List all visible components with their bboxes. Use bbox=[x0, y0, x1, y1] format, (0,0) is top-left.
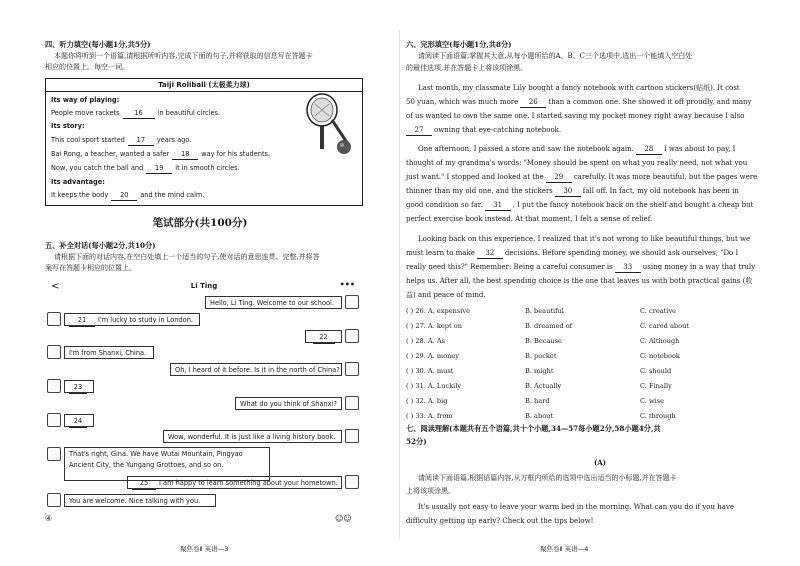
message-left-4: I'm from Shanxi, China. bbox=[64, 346, 154, 359]
avatar-li-ting-icon bbox=[345, 362, 359, 376]
option-q31-c: C. Finally bbox=[640, 382, 672, 390]
option-q28-a: ( ) 28. A. As bbox=[406, 337, 446, 345]
option-q28-c: C. Although bbox=[640, 337, 680, 345]
option-q29-b: B. pocket bbox=[525, 352, 557, 360]
advantage-line bbox=[51, 191, 204, 201]
corner-mark-left: ④ bbox=[45, 514, 53, 523]
message-right-5: Oh, I heard of it before. Is it in the north of China? bbox=[170, 363, 342, 376]
option-q33-c: C. through bbox=[640, 412, 676, 420]
reading-section-title-1: 七、阅读理解(本题共有五个语篇,共十个小题,34—57每小题2分,58小题4分,共 bbox=[406, 424, 661, 433]
p1-seg: 50 yuan, which was much more bbox=[406, 98, 519, 106]
cloze-p1-line-2 bbox=[406, 98, 751, 108]
cloze-p3-line-2 bbox=[406, 249, 738, 259]
way-pre: People move rackets bbox=[51, 109, 120, 117]
p3-seg: decisions. Before spending money, we should ask ourselves, "Do I bbox=[504, 249, 739, 257]
avatar-gina-icon bbox=[47, 312, 61, 326]
blank-21: 21 bbox=[69, 314, 95, 327]
chat-header bbox=[45, 282, 363, 294]
blank-17: 17 bbox=[128, 136, 154, 146]
p3-seg: using money in a way that truly bbox=[642, 263, 756, 271]
p2-seg: , I put the fancy notebook back on the shelf and bought a cheap but bbox=[512, 201, 754, 209]
message-left-2-text: I'm lucky to study in London. bbox=[98, 316, 193, 324]
p2-seg: just want." I stopped and looked at the bbox=[406, 173, 544, 181]
page-footer-right: 聚焦卷Ⅱ 英语—4 bbox=[540, 545, 589, 553]
option-q32-c: C. wise bbox=[640, 397, 665, 405]
message-right-9: Wow, wonderful. It is just like a living history book. bbox=[163, 430, 342, 443]
message-right-1: Hello, Li Ting. Welcome to our school. bbox=[205, 296, 342, 309]
message-right-11-text: I am happy to learn something about your hometown. bbox=[159, 479, 338, 487]
advantage-label: Its advantage: bbox=[51, 178, 105, 186]
cloze-p2-line-5 bbox=[406, 201, 753, 211]
gap-27: 27 bbox=[406, 126, 432, 136]
avatar-gina-icon bbox=[47, 447, 61, 461]
listening-instruction-1: 本题你将听到一个语篇,请根据所听内容,完成下面的句子,并将获取的信息写在答题卡 bbox=[54, 52, 313, 60]
reading-part-a: (A) bbox=[593, 458, 607, 467]
cloze-p2-line-3 bbox=[406, 173, 757, 183]
option-q26-a: ( ) 26. A. expensive bbox=[406, 307, 470, 315]
avatar-gina-icon bbox=[47, 413, 61, 427]
reading-paragraph-1: It's usually not easy to leave your warm bed in the morning. What can you do if you have bbox=[418, 503, 735, 511]
p2-seg: carefully. It was more beautiful, but the pages were bbox=[573, 173, 758, 181]
p3-seg: must learn to make bbox=[406, 249, 475, 257]
option-q30-b: B. might bbox=[525, 367, 554, 375]
story-line-1 bbox=[51, 136, 191, 146]
cloze-p2-line-6: perfect exercise book instead. At that moment, I felt a sense of relief. bbox=[406, 215, 653, 223]
corner-mark-right: ☺☺ bbox=[335, 514, 352, 523]
option-q27-c: C. cared about bbox=[640, 322, 690, 330]
cloze-p3-line-3 bbox=[406, 263, 755, 273]
message-right-11 bbox=[127, 476, 342, 489]
option-q29-a: ( ) 29. A. money bbox=[406, 352, 459, 360]
blank-23: 23 bbox=[69, 381, 87, 394]
gap-31: 31 bbox=[485, 201, 511, 211]
p2-seg: One afternoon, I passed a store and saw the notebook again. bbox=[418, 145, 634, 153]
option-q26-b: B. beautiful bbox=[525, 307, 564, 315]
way-label: Its way of playing: bbox=[51, 96, 120, 104]
avatar-gina-icon bbox=[47, 493, 61, 507]
story1-post: years ago. bbox=[156, 136, 192, 144]
story3-post: it in smooth circles. bbox=[175, 164, 240, 172]
dialog-instruction-1: 请根据下面的对话内容,在空白处填上一个适当的句子,使对话的意思连贯、完整,并将答 bbox=[54, 253, 320, 261]
adv-pre: It keeps the body bbox=[51, 191, 109, 199]
cloze-instruction-2: 的最佳选项,并在答题卡上将该项涂黑。 bbox=[406, 64, 528, 72]
message-right-8: What do you think of Shanxi? bbox=[235, 397, 342, 410]
blank-20: 20 bbox=[111, 191, 137, 201]
back-arrow-icon[interactable]: < bbox=[51, 281, 60, 292]
written-part-title: 笔试部分(共100分) bbox=[152, 217, 248, 229]
cloze-p1-line-4 bbox=[406, 126, 561, 136]
page-footer-left: 聚焦卷Ⅱ 英语—3 bbox=[180, 545, 229, 553]
option-q27-a: ( ) 27. A. kept on bbox=[406, 322, 462, 330]
reading-paragraph-2: difficulty getting up early? Check out the tips below! bbox=[406, 517, 594, 525]
story-line-2 bbox=[51, 150, 270, 160]
option-q32-b: B. hard bbox=[525, 397, 550, 405]
reading-section-title-2: 52分) bbox=[406, 437, 427, 446]
gap-26: 26 bbox=[520, 98, 546, 108]
option-q29-c: C. notebook bbox=[640, 352, 680, 360]
story-label: Its story: bbox=[51, 122, 85, 130]
story2-pre: Bai Rong, a teacher, wanted a safer bbox=[51, 150, 170, 158]
p3-seg: really need this?" Remember: Being a careful consumer is bbox=[406, 263, 613, 271]
cloze-p3-line-5: 益) and peace of mind. bbox=[406, 291, 486, 299]
option-q31-b: B. Actually bbox=[525, 382, 562, 390]
cloze-section-title: 六、完形填空(每小题1分,共8分) bbox=[406, 40, 512, 49]
option-q30-c: C. should bbox=[640, 367, 672, 375]
option-q33-b: B. about bbox=[525, 412, 554, 420]
gap-33: 33 bbox=[615, 263, 641, 273]
avatar-li-ting-icon bbox=[345, 429, 359, 443]
cloze-instruction-1: 请阅读下面语篇,掌握其大意,从每小题所给的A、B、C三个选项中,选出一个能填入空白处 bbox=[418, 52, 693, 60]
option-q33-a: ( ) 33. A. from bbox=[406, 412, 453, 420]
gap-32: 32 bbox=[477, 249, 503, 259]
avatar-li-ting-icon bbox=[345, 329, 359, 343]
option-q28-b: B. Because bbox=[525, 337, 562, 345]
cloze-p2-line-4 bbox=[406, 187, 739, 197]
p2-seg: good condition so far. bbox=[406, 201, 483, 209]
p2-seg: fall off. In fact, my old notebook has been in bbox=[582, 187, 739, 195]
message-left-10: That's right, Gina. We have Wutai Mountain, Pingyao Ancient City, the Yungang Grottoes, and so on. bbox=[64, 447, 270, 481]
listening-section-title: 四、听力填空(每小题1分,共5分) bbox=[45, 40, 151, 49]
taiji-racket-ball-icon bbox=[300, 92, 355, 162]
chat-contact-name: Li Ting bbox=[190, 282, 218, 290]
option-q26-c: C. creative bbox=[640, 307, 677, 315]
avatar-li-ting-icon bbox=[345, 295, 359, 309]
option-q30-a: ( ) 30. A. must bbox=[406, 367, 454, 375]
option-q31-a: ( ) 31. A. Luckily bbox=[406, 382, 462, 390]
avatar-gina-icon bbox=[47, 345, 61, 359]
message-right-3 bbox=[305, 330, 342, 343]
gap-28: 28 bbox=[636, 145, 662, 155]
blank-25: 25 bbox=[132, 477, 156, 490]
avatar-li-ting-icon bbox=[345, 396, 359, 410]
story1-pre: This cool sport started bbox=[51, 136, 125, 144]
p1-seg: than a common one. She showed it off proudly, and many bbox=[548, 98, 752, 106]
reading-instruction-1: 请阅读下面语篇,根据语篇内容,从方框内所给的选项中选出适当的小标题,并在答题卡 bbox=[418, 474, 677, 482]
story2-post: way for his students. bbox=[201, 150, 271, 158]
way-line bbox=[51, 109, 220, 119]
cloze-p3-line-4: helps us. After all, the best spending choice is the one that leaves us with both practical gains (收 bbox=[406, 277, 753, 285]
p1-seg: owning that eye-catching notebook. bbox=[434, 126, 562, 134]
message-left-2 bbox=[64, 313, 200, 326]
adv-post: and the mind calm. bbox=[140, 191, 205, 199]
blank-18: 18 bbox=[172, 150, 198, 160]
blank-24: 24 bbox=[69, 415, 87, 428]
cloze-p3-line-1: Looking back on this experience, I realized that it's not wrong to like beautiful things, but we bbox=[418, 235, 751, 243]
cloze-p2-line-2: thought of my grandma's words: "Money should be spent on what you really need, not what you bbox=[406, 159, 748, 167]
p2-seg: I was about to pay, I bbox=[663, 145, 736, 153]
avatar-li-ting-icon bbox=[345, 475, 359, 489]
way-post: in beautiful circles. bbox=[157, 109, 221, 117]
listening-instruction-2: 相应的位置上。每空一词。 bbox=[45, 63, 129, 71]
blank-16: 16 bbox=[123, 109, 155, 119]
box-title: Taiji Roliball (太极柔力球) bbox=[46, 79, 362, 92]
avatar-gina-icon bbox=[47, 379, 61, 393]
message-left-12: You are welcome. Nice talking with you. bbox=[64, 494, 216, 507]
story-line-3 bbox=[51, 164, 240, 174]
dialog-section-title: 五、补全对话(每小题2分,共10分) bbox=[45, 241, 156, 250]
message-left-7 bbox=[64, 414, 94, 427]
option-q32-a: ( ) 32. A. big bbox=[406, 397, 448, 405]
cloze-p1-line-1: Last month, my classmate Lily bought a fancy notebook with cartoon stickers(贴纸). It cost bbox=[418, 84, 740, 92]
reading-instruction-2: 上将该项涂黑。 bbox=[406, 487, 455, 495]
gap-30: 30 bbox=[555, 187, 581, 197]
blank-19: 19 bbox=[146, 164, 172, 174]
right-page bbox=[400, 0, 800, 566]
cloze-p1-line-3: of us wanted to own the same one. I started saving my pocket money right away because I also bbox=[406, 112, 745, 120]
dialog-instruction-2: 案写在答题卡相应的位置上。 bbox=[45, 264, 136, 272]
more-menu-icon[interactable]: ••• bbox=[339, 280, 355, 289]
blank-22: 22 bbox=[313, 331, 335, 344]
message-left-6 bbox=[64, 380, 94, 393]
option-q27-b: B. dreamed of bbox=[525, 322, 573, 330]
p2-seg: thinner than my old one, and the stickers bbox=[406, 187, 553, 195]
gap-29: 29 bbox=[546, 173, 572, 183]
cloze-p2-line-1 bbox=[418, 145, 735, 155]
story3-pre: Now, you catch the ball and bbox=[51, 164, 144, 172]
